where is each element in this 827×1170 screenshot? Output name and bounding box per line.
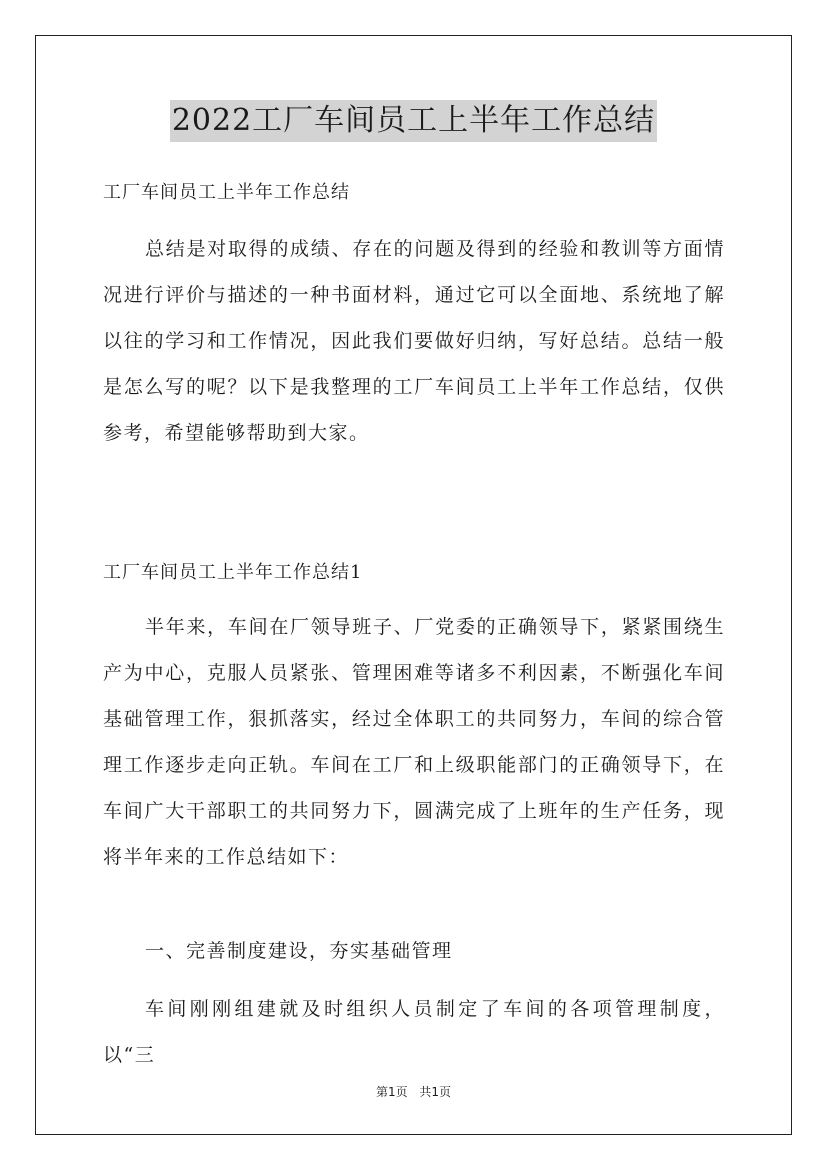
document-title: 2022工厂车间员工上半年工作总结 [170, 100, 657, 142]
page-footer [0, 1083, 827, 1100]
body-paragraph: 半年来，车间在厂领导班子、厂党委的正确领导下，紧紧围绕生产为中心，克服人员紧张、管理困难等诸多不利因素，不断强化车间基础管理工作，狠抓落实，经过全体职工的共同努力，车间的综合管理工作逐步走向正轨。车间在工厂和上级职能部门的正确领导下，在车间广大干部职工的共同努力下，圆满完成了上班年的生产任务，现将半年来的工作总结如下： [103, 616, 725, 868]
intro-paragraph: 总结是对取得的成绩、存在的问题及得到的经验和教训等方面情况进行评价与描述的一种书面材料，通过它可以全面地、系统地了解以往的学习和工作情况，因此我们要做好归纳，写好总结。总结一般是怎么写的呢？以下是我整理的工厂车间员工上半年工作总结，仅供参考，希望能够帮助到大家。 [103, 238, 725, 444]
title-container [0, 100, 827, 142]
subtitle-intro: 工厂车间员工上半年工作总结 [103, 182, 350, 203]
section-paragraph: 车间刚刚组建就及时组织人员制定了车间的各项管理制度，以“三 [103, 998, 725, 1066]
section-heading: 一、完善制度建设，夯实基础管理 [145, 940, 453, 962]
subtitle-part-1: 工厂车间员工上半年工作总结1 [103, 562, 363, 583]
page-current: 第1页 [375, 1085, 408, 1099]
page-total: 共1页 [419, 1085, 452, 1099]
